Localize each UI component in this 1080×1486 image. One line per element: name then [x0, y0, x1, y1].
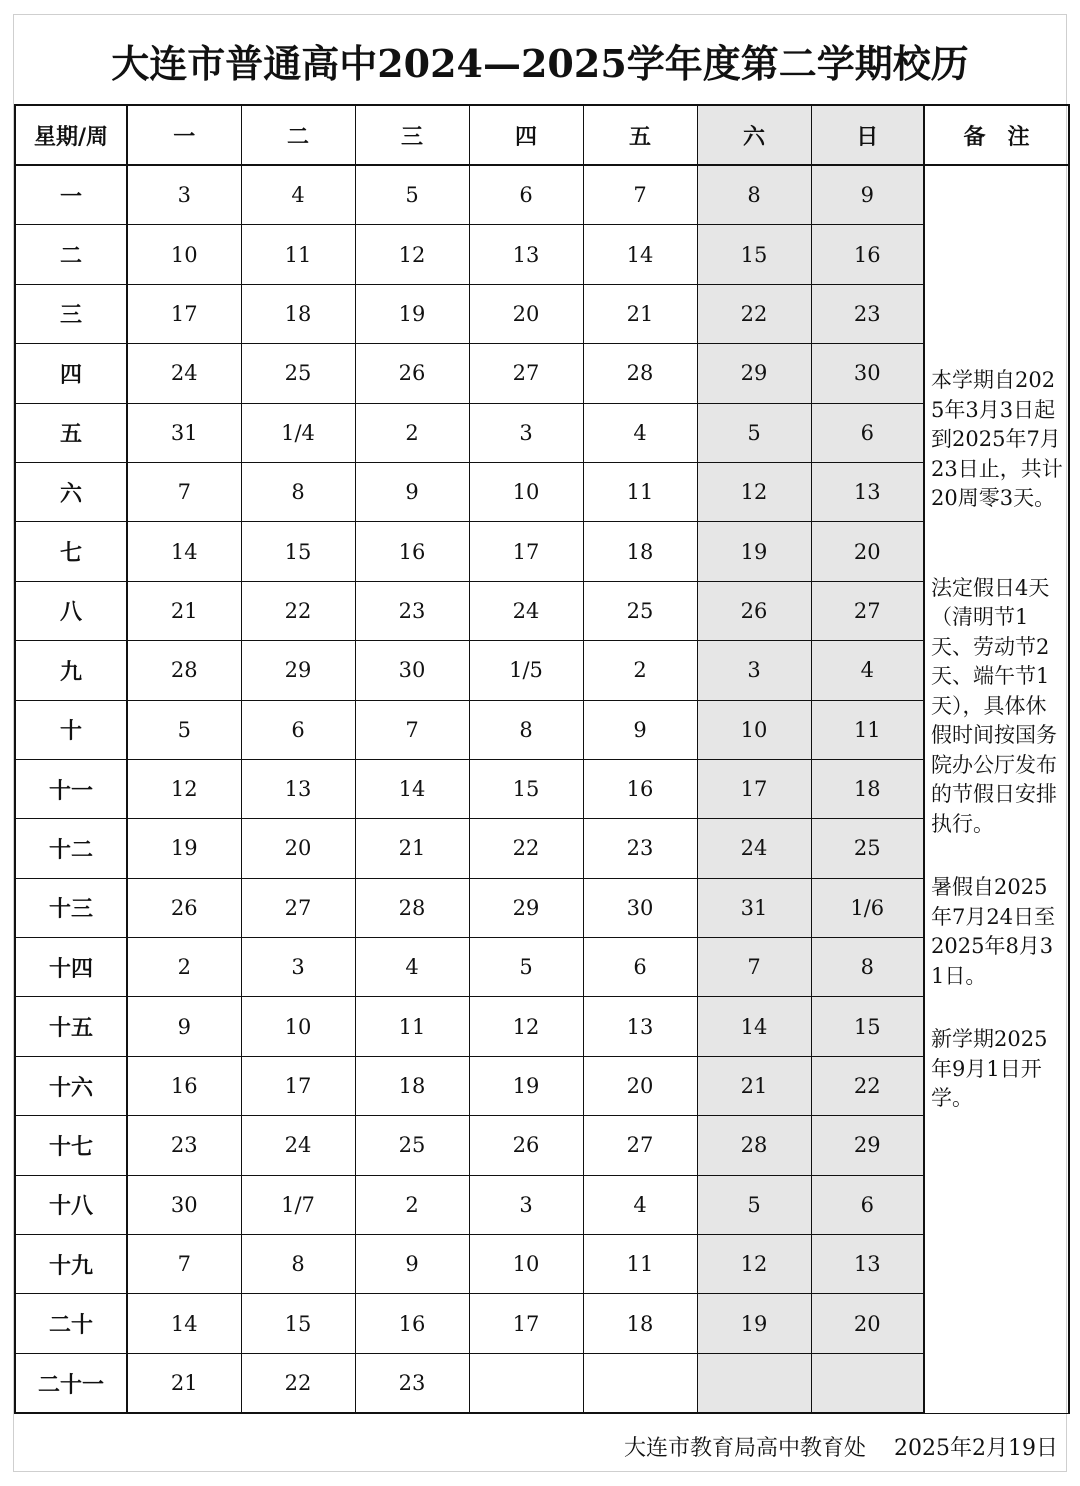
day-cell: 5: [697, 1175, 811, 1234]
day-cell: 6: [469, 165, 583, 225]
day-cell: 2: [127, 938, 241, 997]
week-number: 十五: [15, 997, 127, 1056]
week-row: [15, 641, 1069, 700]
day-cell: 17: [241, 1056, 355, 1115]
header-day-wed: 三: [355, 105, 469, 165]
day-cell: [469, 1353, 583, 1413]
note-text: 本学期自2025年3月3日起到2025年7月23日止，共计20周零3天。: [931, 368, 1063, 510]
day-cell: 5: [127, 700, 241, 759]
day-cell: 1/7: [241, 1175, 355, 1234]
day-cell: 27: [583, 1116, 697, 1175]
day-cell: 9: [811, 165, 924, 225]
day-cell: 12: [127, 759, 241, 818]
day-cell: 1/5: [469, 641, 583, 700]
day-cell: 29: [469, 878, 583, 937]
week-number: 十八: [15, 1175, 127, 1234]
day-cell: 30: [127, 1175, 241, 1234]
week-row: [15, 997, 1069, 1056]
day-cell: 14: [583, 225, 697, 284]
day-cell: 29: [811, 1116, 924, 1175]
day-cell: 24: [241, 1116, 355, 1175]
week-row: [15, 1235, 1069, 1294]
day-cell: 13: [241, 759, 355, 818]
week-number: 四: [15, 344, 127, 403]
day-cell: 23: [583, 819, 697, 878]
header-day-fri: 五: [583, 105, 697, 165]
week-number: 九: [15, 641, 127, 700]
day-cell: 13: [811, 462, 924, 521]
day-cell: 5: [469, 938, 583, 997]
day-cell: 5: [355, 165, 469, 225]
day-cell: 31: [697, 878, 811, 937]
note-text: 新学期2025年9月1日开学。: [931, 1027, 1048, 1110]
day-cell: 3: [697, 641, 811, 700]
day-cell: 4: [583, 1175, 697, 1234]
week-number: 二十: [15, 1294, 127, 1353]
week-number: 六: [15, 462, 127, 521]
day-cell: 15: [241, 522, 355, 581]
page-title: 大连市普通高中2024—2025学年度第二学期校历: [111, 40, 969, 86]
day-cell: 4: [355, 938, 469, 997]
day-cell: 28: [355, 878, 469, 937]
day-cell: 29: [697, 344, 811, 403]
calendar-page: [13, 14, 1067, 1472]
day-cell: 15: [697, 225, 811, 284]
day-cell: 24: [127, 344, 241, 403]
day-cell: 31: [127, 403, 241, 462]
week-row: [15, 878, 1069, 937]
day-cell: 1/4: [241, 403, 355, 462]
day-cell: 23: [355, 581, 469, 640]
week-row: [15, 165, 1069, 225]
day-cell: 9: [355, 462, 469, 521]
day-cell: 19: [469, 1056, 583, 1115]
day-cell: 20: [241, 819, 355, 878]
week-row: [15, 344, 1069, 403]
day-cell: 29: [241, 641, 355, 700]
week-row: [15, 1056, 1069, 1115]
day-cell: 30: [583, 878, 697, 937]
week-row: [15, 759, 1069, 818]
note-text: 暑假自2025年7月24日至2025年8月31日。: [931, 875, 1056, 988]
day-cell: 7: [583, 165, 697, 225]
day-cell: 17: [127, 284, 241, 343]
week-number: 十七: [15, 1116, 127, 1175]
day-cell: 11: [241, 225, 355, 284]
day-cell: 8: [469, 700, 583, 759]
day-cell: 18: [583, 1294, 697, 1353]
header-notes: 备 注: [924, 105, 1069, 165]
day-cell: 13: [583, 997, 697, 1056]
day-cell: 25: [355, 1116, 469, 1175]
day-cell: 2: [355, 403, 469, 462]
day-cell: 20: [811, 1294, 924, 1353]
week-row: [15, 581, 1069, 640]
day-cell: 14: [697, 997, 811, 1056]
week-number: 二十一: [15, 1353, 127, 1413]
header-day-tue: 二: [241, 105, 355, 165]
day-cell: 4: [811, 641, 924, 700]
day-cell: 19: [355, 284, 469, 343]
day-cell: 19: [697, 1294, 811, 1353]
day-cell: 25: [583, 581, 697, 640]
day-cell: 4: [583, 403, 697, 462]
day-cell: 16: [355, 1294, 469, 1353]
day-cell: 5: [697, 403, 811, 462]
note-text: 法定假日4天（清明节1天、劳动节2天、端午节1天），具体休假时间按国务院办公厅发布的节假日安排执行。: [931, 575, 1057, 836]
day-cell: 20: [811, 522, 924, 581]
day-cell: 24: [469, 581, 583, 640]
day-cell: 12: [355, 225, 469, 284]
day-cell: 14: [127, 1294, 241, 1353]
day-cell: 7: [355, 700, 469, 759]
day-cell: 6: [241, 700, 355, 759]
day-cell: 26: [355, 344, 469, 403]
week-row: [15, 1353, 1069, 1413]
day-cell: 10: [469, 462, 583, 521]
footer: [596, 1431, 1058, 1462]
week-row: [15, 225, 1069, 284]
day-cell: 28: [583, 344, 697, 403]
day-cell: 18: [811, 759, 924, 818]
day-cell: 11: [583, 1235, 697, 1294]
day-cell: 11: [583, 462, 697, 521]
week-number: 三: [15, 284, 127, 343]
day-cell: 22: [697, 284, 811, 343]
day-cell: 10: [469, 1235, 583, 1294]
week-number: 十一: [15, 759, 127, 818]
day-cell: 21: [697, 1056, 811, 1115]
day-cell: 26: [697, 581, 811, 640]
day-cell: 21: [127, 581, 241, 640]
week-row: [15, 522, 1069, 581]
week-row: [15, 819, 1069, 878]
day-cell: 16: [127, 1056, 241, 1115]
day-cell: 2: [355, 1175, 469, 1234]
day-cell: 11: [355, 997, 469, 1056]
day-cell: 9: [127, 997, 241, 1056]
day-cell: 12: [697, 1235, 811, 1294]
day-cell: 3: [127, 165, 241, 225]
day-cell: 22: [241, 1353, 355, 1413]
header-day-sat: 六: [697, 105, 811, 165]
day-cell: 16: [355, 522, 469, 581]
week-row: [15, 284, 1069, 343]
day-cell: 10: [127, 225, 241, 284]
day-cell: 3: [469, 1175, 583, 1234]
day-cell: 9: [355, 1235, 469, 1294]
week-number: 二: [15, 225, 127, 284]
day-cell: 15: [811, 997, 924, 1056]
day-cell: 28: [697, 1116, 811, 1175]
day-cell: 26: [127, 878, 241, 937]
day-cell: 8: [811, 938, 924, 997]
day-cell: 4: [241, 165, 355, 225]
day-cell: 20: [583, 1056, 697, 1115]
day-cell: 11: [811, 700, 924, 759]
week-number: 十九: [15, 1235, 127, 1294]
day-cell: 2: [583, 641, 697, 700]
header-day-thu: 四: [469, 105, 583, 165]
day-cell: 30: [355, 641, 469, 700]
day-cell: [583, 1353, 697, 1413]
day-cell: 21: [355, 819, 469, 878]
week-number: 一: [15, 165, 127, 225]
week-number: 十二: [15, 819, 127, 878]
day-cell: 23: [127, 1116, 241, 1175]
week-row: [15, 700, 1069, 759]
day-cell: 14: [127, 522, 241, 581]
day-cell: 25: [811, 819, 924, 878]
day-cell: 7: [697, 938, 811, 997]
week-row: [15, 462, 1069, 521]
day-cell: 21: [583, 284, 697, 343]
day-cell: 22: [241, 581, 355, 640]
week-number: 十三: [15, 878, 127, 937]
footer-issuer: 大连市教育局高中教育处: [624, 1436, 867, 1461]
day-cell: 6: [811, 403, 924, 462]
day-cell: 18: [355, 1056, 469, 1115]
day-cell: 3: [469, 403, 583, 462]
week-number: 七: [15, 522, 127, 581]
day-cell: 18: [583, 522, 697, 581]
day-cell: 13: [811, 1235, 924, 1294]
notes-column: [924, 165, 1069, 1413]
week-row: [15, 1294, 1069, 1353]
school-calendar-table: [14, 104, 1070, 1414]
week-number: 十六: [15, 1056, 127, 1115]
day-cell: 15: [469, 759, 583, 818]
day-cell: 1/6: [811, 878, 924, 937]
day-cell: 23: [355, 1353, 469, 1413]
day-cell: 18: [241, 284, 355, 343]
day-cell: 17: [469, 1294, 583, 1353]
day-cell: [811, 1353, 924, 1413]
day-cell: 22: [811, 1056, 924, 1115]
day-cell: 28: [127, 641, 241, 700]
day-cell: 17: [697, 759, 811, 818]
day-cell: 17: [469, 522, 583, 581]
day-cell: 3: [241, 938, 355, 997]
header-day-sun: 日: [811, 105, 924, 165]
day-cell: 13: [469, 225, 583, 284]
week-number: 十: [15, 700, 127, 759]
week-row: [15, 1116, 1069, 1175]
day-cell: 26: [469, 1116, 583, 1175]
day-cell: 10: [241, 997, 355, 1056]
day-cell: 27: [241, 878, 355, 937]
day-cell: 27: [469, 344, 583, 403]
day-cell: 16: [583, 759, 697, 818]
header-week-label: 星期/周: [15, 105, 127, 165]
day-cell: 8: [697, 165, 811, 225]
week-number: 五: [15, 403, 127, 462]
day-cell: 19: [127, 819, 241, 878]
footer-date: 2025年2月19日: [894, 1436, 1058, 1461]
day-cell: 23: [811, 284, 924, 343]
day-cell: 6: [811, 1175, 924, 1234]
week-row: [15, 938, 1069, 997]
day-cell: 9: [583, 700, 697, 759]
day-cell: 15: [241, 1294, 355, 1353]
day-cell: 8: [241, 1235, 355, 1294]
week-number: 十四: [15, 938, 127, 997]
day-cell: 14: [355, 759, 469, 818]
day-cell: 20: [469, 284, 583, 343]
day-cell: 19: [697, 522, 811, 581]
header-day-mon: 一: [127, 105, 241, 165]
day-cell: 12: [469, 997, 583, 1056]
day-cell: 10: [697, 700, 811, 759]
day-cell: 16: [811, 225, 924, 284]
week-row: [15, 403, 1069, 462]
day-cell: 7: [127, 462, 241, 521]
day-cell: 27: [811, 581, 924, 640]
day-cell: 24: [697, 819, 811, 878]
week-row: [15, 1175, 1069, 1234]
header-row: [15, 105, 1069, 165]
day-cell: 12: [697, 462, 811, 521]
day-cell: 30: [811, 344, 924, 403]
day-cell: 25: [241, 344, 355, 403]
week-number: 八: [15, 581, 127, 640]
day-cell: 6: [583, 938, 697, 997]
day-cell: [697, 1353, 811, 1413]
day-cell: 22: [469, 819, 583, 878]
day-cell: 8: [241, 462, 355, 521]
day-cell: 7: [127, 1235, 241, 1294]
day-cell: 21: [127, 1353, 241, 1413]
